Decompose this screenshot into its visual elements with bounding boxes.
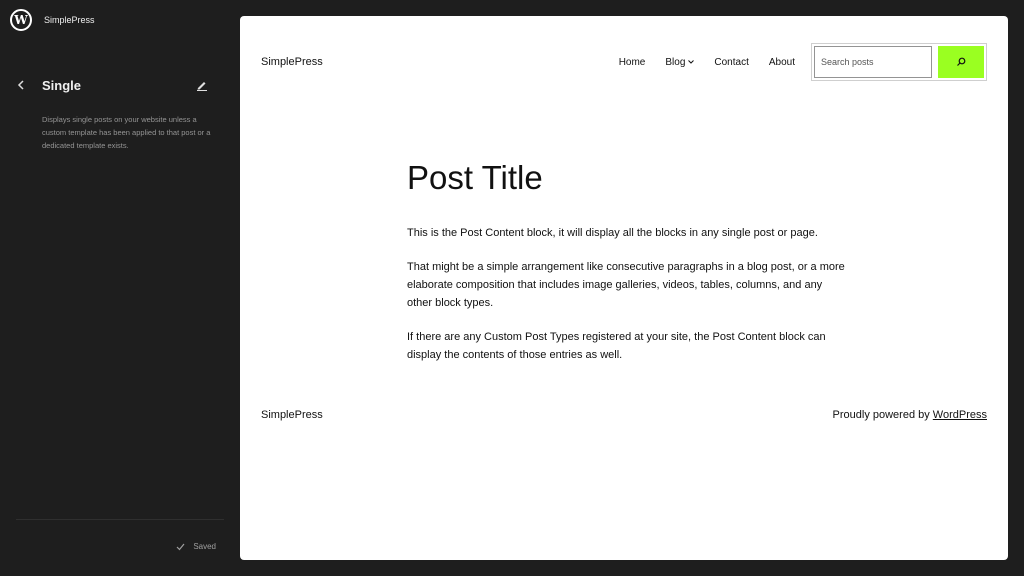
check-icon [176, 543, 185, 551]
site-hub-name: SimplePress [44, 15, 95, 25]
edit-template-button[interactable] [192, 75, 212, 95]
search-icon [956, 57, 966, 67]
site-title[interactable]: SimplePress [261, 56, 323, 68]
editor-canvas[interactable] [240, 16, 1008, 560]
chevron-down-icon [688, 60, 694, 64]
site-header [261, 44, 987, 80]
search-button[interactable] [938, 46, 984, 78]
post-title[interactable]: Post Title [407, 159, 543, 196]
chevron-left-icon [17, 80, 25, 90]
site-hub [10, 8, 95, 32]
wordpress-logo-icon[interactable]: W [10, 9, 32, 31]
nav-item-label: About [768, 56, 795, 68]
post-main [407, 156, 847, 380]
search-block [811, 43, 987, 81]
pencil-icon [196, 79, 208, 91]
nav-item-label: Blog [665, 56, 686, 68]
nav-item-contact[interactable] [714, 57, 748, 68]
powered-by [833, 409, 987, 421]
nav-item-label: Home [618, 56, 646, 68]
nav-item-label: Contact [714, 56, 749, 68]
post-paragraph: If there are any Custom Post Types registered at your site, the Post Content block can display the contents of those entries as well. [407, 331, 826, 361]
powered-by-prefix: Proudly powered by [832, 409, 933, 421]
wordpress-link[interactable]: WordPress [932, 409, 987, 421]
nav-item-about[interactable] [769, 57, 795, 68]
post-content[interactable] [407, 224, 847, 364]
post-paragraph: This is the Post Content block, it will display all the blocks in any single post or page. [407, 227, 818, 239]
save-status [176, 542, 216, 551]
nav-item-home[interactable] [619, 57, 646, 68]
search-input[interactable] [814, 46, 932, 78]
post-paragraph: That might be a simple arrangement like consecutive paragraphs in a blog post, or a more elaborate composition that includes image galleries, videos, tables, columns, and any other block types. [407, 261, 845, 309]
template-title: Single [42, 77, 82, 93]
editor-sidebar [0, 0, 240, 576]
site-footer [261, 406, 987, 424]
template-description: Displays single posts on your website unless a custom template has been applied to that post or a dedicated template exists. [42, 115, 211, 150]
sidebar-header [12, 74, 212, 96]
footer-site-title[interactable]: SimplePress [261, 409, 323, 421]
back-button[interactable] [12, 75, 30, 95]
nav-item-blog[interactable] [665, 57, 694, 68]
save-status-label: Saved [193, 542, 216, 551]
sidebar-footer [16, 519, 224, 576]
navigation [619, 57, 811, 68]
